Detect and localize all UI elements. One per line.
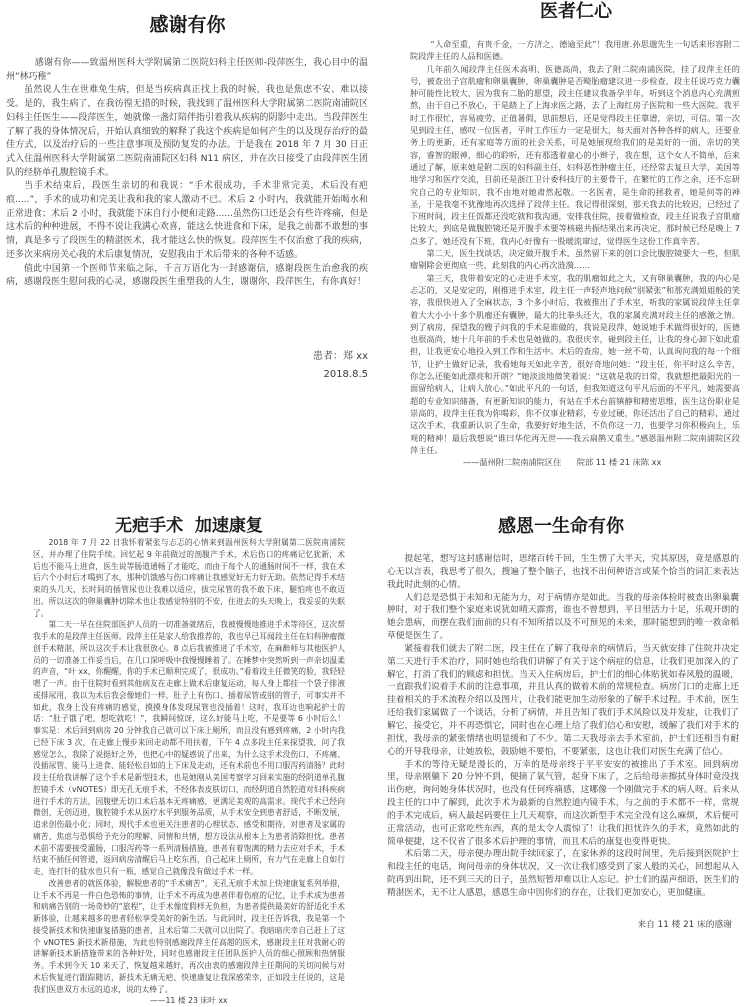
- letter-signature-block: [6, 348, 368, 384]
- letter-panel-2: [375, 0, 750, 505]
- letter-title: 无疤手术 加速康复: [115, 516, 263, 536]
- letter-paragraph: 术后第二天，母亲便办理出院手续回家了，在家休养的这段时间里，先后接到医院护士和段主任的电话，询问母亲的身体状况，又一次让我们感受到了家人般的关心，回想起从入院再到出院，还不到三天的日子，虽然短暂却难以让人忘记。护士们的温声细语，医生们的精湛医术，无不让人感恩，感恩生命中因你们的存在，让我们更加安心，更加健康。: [387, 849, 739, 898]
- letter-paragraph: 第三天，我带着安定的心走进手术室，我的肌瘤如此之大，又有卵巢囊肿，我的内心是忐忑的，又是安定的，刚推进手术室，段主任一声轻声地问候“别紧张”和那充满姐姐般的笑容，我很快进入了全麻状态，3 个多小时后，我被推出了手术室，听我的家属说段萍主任拿着大大小小十多个肌瘤还有囊肿，最大的比拳头还大，我的家属充满对段主任的感激之情。到了病房，探望我的嫂子问我的手术是谁做的，我说是段萍，她说她手术做得很好的，医德也很高尚，她十几年前的手术也是她做的。我很庆幸，碰到段主任，让我的身心卸下如此重担，让我更安心地投入到工作和生活中。术后的查房，她一丝不苟，认真询问我的每一个细节，让护士做好记录，我看她每天如此辛苦，很好奇地问她：“段主任，你平时这么辛苦，你怎么还能如此漂亮和开朗？”她淡淡地微笑着说：“这就是我的日常，我就想把最阳光的一面留给病人，让病人放心。”如此平凡的一句话，但我知道这句平凡后面的不平凡，她需要高超的专业知识储备，有更新知识的能力，有站在手术台前镇静和精密思维，医生这份职业是崇高的，段萍主任我为你喝彩，你不仅事业精彩，专业过硬，你还活出了自己的精彩，通过这次手术，我重新认识了生命，我要好好地生活，不负你这一刀，也要学习你积极向上，乐观的精神！最后我想说“谁曰华佗再无世——我云扁鹊又重生。”感恩温州附二院南浦院区段萍主任。: [410, 272, 740, 455]
- letter-signature: ——11 楼 23 床叶 xx: [150, 996, 228, 1006]
- letter-paragraph: 第二天一早在住院部医护人员的一切准备就绪后，我被慢慢地推进手术等待区，这次帮我手术的是段萍主任医师。段萍主任是家人给我推荐的，我也早已耳闻段主任在妇科肿瘤微创手术精湛，所以这次手术让我很放心。8 点后我被推进了手术室，在麻醉师与其他医护人员的一切准备工作妥当后，在几口深呼吸中我慢慢睡着了。在睡梦中突然听到一声亲切温柔的声音，“叶 xx，你醒醒，你的手术已顺利完成了，很成功。”看着段主任微笑的脸，我轻轻嗯了一声。由于住院时看到其他病友在走廊上做术后康复运动，每人身上都挂一个袋子排液或排尿用，我以为术后我会像她们一样，肚子上有伤口、插着尿管或别的管子，可事实并不如此，我身上没有疼痛的感觉，摸摸身体发现尿管也没插着！这时，我耳边也响起护士的话：“肚子饿了吧，想吃就吃！”，我瞬间惊讶，这么好能马上吃，不是要等 6 小时后么！事实是：术后回到病房 20 分钟我自己就可以下床上厕所，而且没有感到疼痛，2 小时内我已经下床 3 次，在走廊上慢步来回走动都不用扶着，下午 4 点多段主任来探望我，问了我感觉怎么，我除了说挺好之外，也把心中的疑惑说了出来，为什么这手术没伤口、不疼痛、没插尿管、能马上进食、能轻松自如的上下床及走动，还有术前也不用口服泻药清肠？此时段主任给我讲解了这个手术是新型技术，也是她刚从美国考察学习回来实施的经阴道单孔腹腔镜手术（vNOTES）即无孔无痕手术，不经体表皮肤切口，而经阴道自然腔道对妇科疾病进行手术的方法，因腹壁无切口术后基本无疼痛感，更满足美观的高需求。现代手术已经向微创、无创迈进，腹腔镜手术从医疗水平到服务品质，从手术安全到患者舒适，不断发展，追求创伤最小化；同时，现代手术也更关注患者的心理状态、感受和期待，对患者及家属的痛苦、焦虑与恐惧给予充分的理解、同情和共情，想方设法从根本上为患者消除担忧。患者术前不需要接受灌肠，口服泻药等一系列清肠措施，患者有着饱满的精力去应对手术，手术结束不插任何管道，返回病房清醒后马上吃东西，自己起床上厕所，有力气在走廊上自如行走，连打针的盐水也只有一瓶，感觉自己就像没有做过手术一样。: [33, 620, 345, 876]
- letter-paragraph: 值此中国第一个医师节来临之际，千言万语化为一封感谢信，感谢段医生治愈我的疾病，感谢段医生慰问我的心灵，感谢段医生重塑我的人生，谢谢你，段萍医生，有你真好！: [6, 263, 368, 288]
- letter-paragraph: 改善患者的就医体验，解脱患者的“手术痛苦”，无孔无痕手术加上快速康复系列举措，让手术不再是一件白色恐怖的事情，让手术不再成为患者伴着伤痕的记忆，让手术成为患者和病痛告别的一场奇妙的“旅程”，让手术像度假样无负担，为患者提供最美好的舒适化手术新体验，让越来越多的患者轻松享受美好的新生活。与此同时，段主任告诉我，我是第一个接受新技术和快速康复措施的患者，且术后第二天就可以出院了。我暗暗庆幸自己赶上了这个 vNOTES 新技术新措施，为此也特别感谢段萍主任高超的医术，感谢段主任对我耐心的讲解新技术新措施带来的各种好处，同时也感谢段主任团队医护人员的细心照顾和热情服务。手术到今天 10 来天了，恢复越来越好，再次由衷的感谢段萍主任期间的关切问候与对术后恢复进行跟踪随访，新技术无痛无疤、快速康复让我深感荣幸，正如段主任说的，这是我们医患双方永远的追求，说的太棒了。: [33, 878, 345, 994]
- letter-signature: 来自 11 楼 21 床的感谢: [637, 919, 732, 930]
- letter-paragraph: “人命至重，有贵千金，一方济之，德逾至此”！我用唐.孙思邈先生一句话来形容附二院段萍主任的人品和医德。: [410, 39, 740, 62]
- letter-paragraph: 虽然说人生在世难免生病，但是当疾病真正找上我的时候，我也是焦虑不安、难以接受。是的，我生病了，在我彷徨无措的时候，我找到了温州医科大学附属第二医院南浦院区妇科主任医生——段萍医生，她就像一盏灯陪伴指引着我从疾病的阴影中走出。当段萍医生了解了我的身体情况后，开始认真细致的解释了我这个疾病是如何产生的以及现存治疗的最佳方式，以及治疗后的一些注意事项及预防复发的办法。于是我在 2018 年 7 月 30 日正式入住温州医科大学附属第二医院南浦院区妇科 N11 病区，并在次日接受了由段萍医生团队的经脐单孔腹腔镜手术。: [6, 85, 368, 178]
- thank-you-letter-1: [6, 57, 368, 290]
- letter-title: 医者仁心: [540, 1, 612, 22]
- letter-panel-3: [0, 505, 375, 1007]
- letter-panel-4: [375, 505, 750, 1007]
- thank-you-letter-3: [33, 537, 345, 1007]
- thank-you-letter-2: [410, 38, 740, 468]
- letter-date: 2018.8.5: [323, 368, 368, 380]
- bottom-row: [0, 505, 750, 1007]
- letter-panel-1: [0, 0, 375, 505]
- letter-paragraph: 人们总是恐惧于未知和无能为力，对于病情亦是如此。当我的母亲体检时被查出卵巢囊肿时，对于我们整个家庭来说犹如晴天霹雳，谁也不曾想到，平日里活力十足，乐观开朗的她会患病，而摆在我们面前的只有不知所措以及不可预见的未来，那时能想到的唯一救命稻草便是医生了。: [387, 592, 739, 642]
- letter-paragraph: 第二天，医生找谈话，决定做开腹手术，虽然留下来的创口会比腹腔镜要大一些，但肌瘤剔除会更彻底一些，此刻我的内心再次涟漪……: [410, 248, 740, 271]
- letter-paragraph: 手术的等待无疑是漫长的，万幸的是母亲终于平平安安的被推出了手术室。回到病房里，母亲刚躺下 20 分钟不到，便摘了氧气管，起身下床了，之后给母亲擦拭身体时竟没找出伤疤，询问她身体状况时，也没有任何疼痛感，这哪像一个刚做完手术的病人呀。后来从段主任的口中了解到，此次手术为最新的自然腔道内镜手术，与之前的手术都不一样，常规的手术完成后，病人最起码要住上几天观察，而这次新型手术完全没有这么麻烦，术后便可正常活动，也可正常吃些东西，真的是太令人震惊了！让我们担忧许久的手术，竟然如此的简单便捷，这不仅省了很多术后护理的事情，而且术后的康复也变得更快。: [387, 759, 739, 847]
- letter-paragraph: 当手术结束后，段医生亲切的和我说：“手术很成功，手术非常完美，术后没有疤痕.....”，手术的成功和完美让我和我的家人激动不已。术后 2 小时内，我就能开始喝水和正常进食；术后 2 小时，我就能下床自行小便和走路......虽然伤口还是会有些许疼痛，但是这术后的种种进展，不得不说让我满心欢喜，能这么快进食和下床，是我之前都不敢想的事情，真是多亏了段医生的精湛医术，我才能这么快的恢复。段萍医生不仅治愈了我的疾病，还多次来病房关心我的术后康复情况，安慰我由于术后带来的各种不适感。: [6, 181, 368, 260]
- letter-paragraph: 紧接着我们就去了附二医，段主任在了解了我母亲的病情后，当天就安排了住院并决定第二天进行手术治疗，同时她也给我们讲解了有关于这个病症的信息，让我们更加深入的了解它，打消了我们的顾虑和担忧。当天入住病房后，护士们的细心体贴犹如春风般的温暖，一直跟我们说着手术前的注意事项，并且认真的做着术前的常规检查。病房门口的走廊上还挂着相关的手术流程介绍以及图片，让我们能更加生动形象的了解手术过程。手术前，医生还给我们家属做了一个谈话，分析了病情，并且告知了我们手术风险以及并发症，让我们了解它，接受它，并不再恐惧它，同时也在心理上给了我们信心和安慰，缓解了我们对手术的担忧，我母亲的紧张情绪也明显缓和了不少。第二天我母亲去手术室前，护士们还相当有耐心的开导我母亲，让她放松，鼓励她不要怕，不要紧张，这也让我们对医生充满了信心。: [387, 643, 739, 757]
- letter-paragraph: 2018 年 7 月 22 日我怀着紧张与忐忑的心情来到温州医科大学附属第二医院南浦院区，并办理了住院手续。回忆起 9 年前做过的剖腹产手术，术后伤口的疼痛记忆犹新，术后也不能马上进食，医生说等肠道通畅了才能吃，而由于每个人的通肠时间不一样，我在术后六个小时后才喝到了水，那种饥饿感与伤口疼痛让我感觉好无力好无助。依然记得手术结束的头几天，长时间的插管尿也让我难以适应，拔完尿管的我不敢下床，腿怕疼也不敢迈出。所以这次的卵巢囊肿切除术也让我感觉特别的不安，住进去的头天晚上，我妥妥的失眠了。: [33, 538, 345, 618]
- letter-signature: ——温州附二院南浦院区住 院部 11 楼 21 床陈 xx: [463, 457, 662, 468]
- letter-paragraph: 几年前久闻段萍主任医术高明、医德高尚，我去了附二院南浦医院，挂了段萍主任的号，被查出子宫肌瘤和卵巢囊肿，卵巢囊肿是否畸胎瘤建议进一步检查，段主任说巧克力囊肿可能性比较大，因为我有二胎的愿望，段主任建议我备孕半年，听到这个消息内心充满煎熬，由于自己不放心，于是踏上了上海求医之路，去了上海红房子医院和一些大医院。我平时工作很忙，容易疲劳，正值暑假，思前想后，还是觉得段主任靠谱，亲切，可信。第一次见到段主任，感叹一位医者，平时工作压力一定是很大，每天面对各种各样的病人，还要业务上的更新，还有家庭等方面的社会关系，可是她展现给我们的是美好的一面，亲切的笑容，睿智的眼神，细心的聆听，还有那透着童心的小辫子，我在想，这个女人不简单，后来通过了解，原来她是附二医的妇科副主任，妇科恶性肿瘤主任，还经常去复旦大学，美国等地学习和医疗交流，目前还是浙江卫计委科技厅的主要骨干，在繁忙的工作之余，还不忘研究自己的专业知识，我不由地对她肃然起敬。一名医者，是生命的拯救者，她是何等的神圣，于是我毫不犹豫地再次选择了段萍主任。我记得很深刻，那天我去的比较迟，已经过了下班时间，段主任饭都还没吃就和我沟通，安排我住院，接着做检查，段主任说我子宫肌瘤比较大，到底是做腹腔镜还是开腹手术要等核磁共振结果出来再决定，那时候已经是晚上 7 点多了，她还没有下班，我内心好像有一股暖流窜过，觉得医生这份工作真辛苦。: [410, 63, 740, 246]
- letter-paragraph: 提起笔，想写这封感谢信时，思绪百转千回，生生愣了大半天，究其原因，竟是感恩的心无以言表，我思考了很久，搜遍了整个脑子，也找不出何种语言或某个恰当的词汇来表达我此时此刻的心情。: [387, 554, 739, 590]
- letter-title: 感恩一生命有你: [498, 516, 624, 537]
- thank-you-letter-4: [387, 553, 739, 932]
- letter-signature: 患者：郑 xx: [312, 350, 368, 362]
- letter-paragraph: 感谢有你——致温州医科大学附属第二医院妇科主任医师-段萍医生，我心目中的温州“林巧稚”: [6, 58, 368, 82]
- letter-title: 感谢有你: [149, 14, 226, 36]
